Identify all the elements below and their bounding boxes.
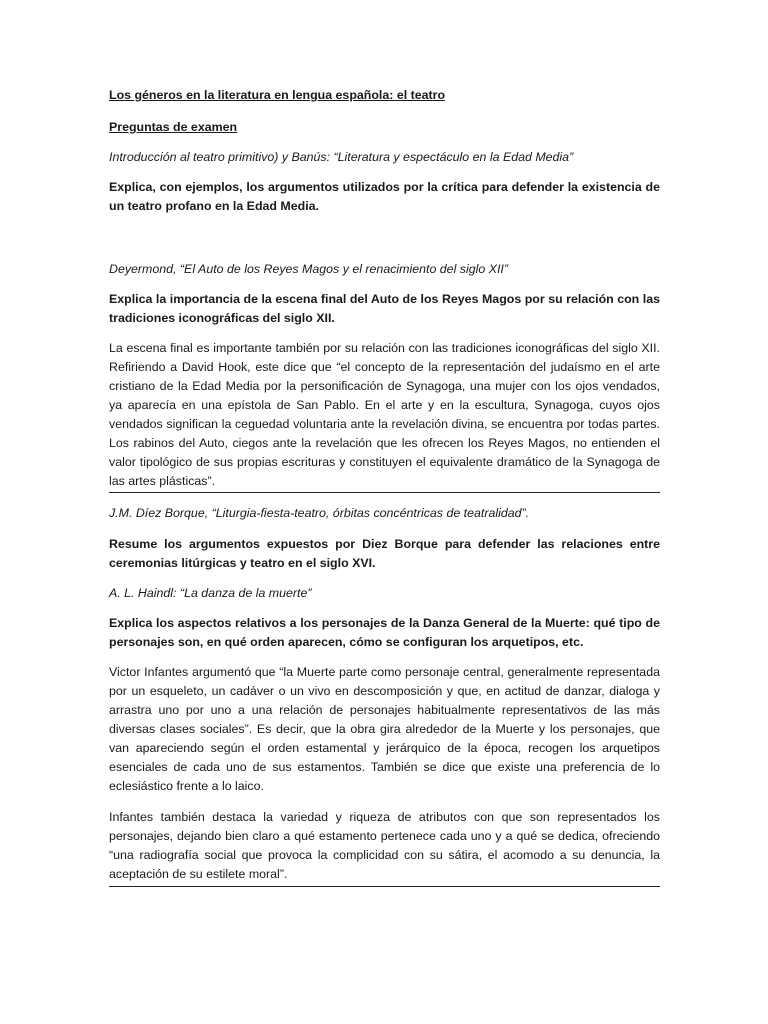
answer-paragraph-2: La escena final es importante también por su relación con las tradiciones iconográficas del siglo XII. Refiriendo a David Hook, este dice que “el concepto de la representación del judaísmo en el arte cristiano de la Edad Media por la personificación de Synagoga, una mujer con los ojos vendados, ya aparecía en una epístola de San Pablo. En el arte y en la escultura, Synagoga, cuyos ojos vendados significan la ceguedad voluntaria ante la revelación divina, se encuentra por todas partes. Los rabinos del Auto, ciegos ante la revelación que les ofrecen los Reyes Magos, no entienden el valor tipológico de sus propias escrituras y constituyen el equivalente dramático de la Synagoga de las artes plásticas”.: [109, 341, 660, 488]
exam-question-4: Explica los aspectos relativos a los personajes de la Danza General de la Muerte: qué tipo de personajes son, en qué orden aparecen, cómo se configuran los arquetipos, etc.: [109, 616, 660, 649]
section-divider: [109, 886, 660, 887]
answer-paragraph-4a: Victor Infantes argumentó que “la Muerte parte como personaje central, generalmente representada por un esqueleto, un cadáver o un vivo en descomposición y que, en actitud de danzar, dialoga y arrastra uno por uno a una relación de personajes habitualmente representativos de las más diversas clases sociales”. Es decir, que la obra gira alrededor de la Muerte y los personajes, que van apareciendo según el orden estamental y jerárquico de la época, recogen los arquetipos esenciales de cada uno de sus estamentos. También se dice que existe una preferencia de lo eclesiástico frente a lo laico.: [109, 665, 660, 793]
exam-question-3: Resume los argumentos expuestos por Diez Borque para defender las relaciones entre ceremonias litúrgicas y teatro en el siglo XVI.: [109, 537, 660, 570]
exam-question-2: Explica la importancia de la escena final del Auto de los Reyes Magos por su relación con las tradiciones iconográficas del siglo XII.: [109, 292, 660, 325]
source-citation-3: J.M. Díez Borque, “Liturgia-fiesta-teatro, órbitas concéntricas de teatralidad”.: [109, 506, 530, 520]
answer-paragraph-4b: Infantes también destaca la variedad y riqueza de atributos con que son representados los personajes, dejando bien claro a qué estamento pertenece cada uno y a qué se dedica, ofreciendo “una radiografía social que provoca la complicidad con su sátira, el acomodo a su denuncia, la aceptación de su estilete moral”.: [109, 810, 660, 881]
section-divider: [109, 492, 660, 493]
exam-question-1: Explica, con ejemplos, los argumentos utilizados por la crítica para defender la existencia de un teatro profano en la Edad Media.: [109, 180, 660, 213]
source-citation-2: Deyermond, “El Auto de los Reyes Magos y el renacimiento del siglo XII”: [109, 262, 508, 276]
source-citation-1: Introducción al teatro primitivo) y Banús: “Literatura y espectáculo en la Edad Media”: [109, 150, 574, 164]
document-title: Los géneros en la literatura en lengua española: el teatro: [109, 88, 446, 102]
section-subtitle: Preguntas de examen: [109, 120, 238, 134]
source-citation-4: A. L. Haindl: “La danza de la muerte”: [109, 586, 312, 600]
